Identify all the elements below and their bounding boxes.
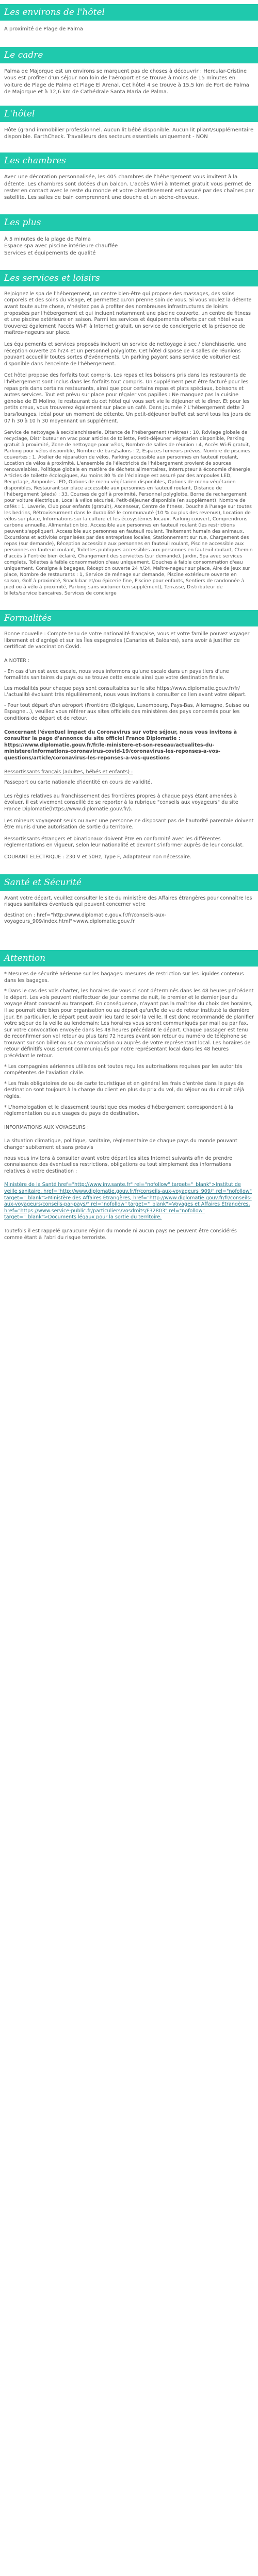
paragraph: Cet hôtel propose des forfaits tout compris. Les repas et les boissons pris dans les restaurants de l'hébergement sont inclus dans les forfaits tout compris. Un supplément peut être facturé pour les repas pris dans certains restaurants, ainsi que pour certains repas et plats spéciaux, boissons et autres services. Tout est prévu sur place pour régaler vos papilles : Ne manquez pas la cuisine génoise de El Molino, le restaurant du cet hôtel qui vous sert vie le déjeuner et le dîner. Et pour les petits creux, vous trouverez également sur place un café. Dans journée ? L'hébergement dette 2 bars/lounges, idéal pour un moment de détente. Un petit-déjeuner buffet est servi tous les jours de 07 h 30 à 10 h 30 moyennant un supplément. bbox=[4, 372, 251, 424]
paragraph: * Dans le cas des vols charter, les horaires de vous ci sont déterminés dans les 48 heures précédent le départ. Les vols peuvent réeffectuer de jour comme de nuit, le premier et le dernier jour du voyage étant consacré au transport. En conséquence, n'ayant pas la maîtrise du choix des horaires, il se pourrait être bien pour organisation ou au départ qu'un/le de vu de retour instituté la dernière jour. En particulier, le départ peut avoir lieu tard le soir la veille. Il est donc recommandé de planifier votre séjour de la veille au lendemain; Les horaires vous seront communiqués par mail ou par fax, sur votre convocation envoyée dans les 48 heures précédant le départ. Chaque passager est tenu de reconfirmer son vol retour au plus tard 72 heures avant son retour ou numéro de téléphone se trouvant sur son billet ou sur sa convocation ou auprès de votre représentant local. Les horaires de retour définitifs vous seront communiqués par notre représentant local dans les 48 heures précédant le retour. bbox=[4, 988, 254, 1059]
section-title-cadre: Le cadre bbox=[0, 47, 258, 63]
section-title-services: Les services et loisirs bbox=[0, 270, 258, 286]
paragraph: Concernant l'éventuel impact du Coronavirus sur votre séjour, nous vous invitons à consulter la page d'annonce du site officiel France Diplomatie : https://www.diplomatie.gouv.fr/fr/le-ministere-et-son-reseau/actualites-du-ministere/informations-coronavirus-covid-19/coronavirus-les-reponses-a-vos-questions/article/coronavirus-les-reponses-a-vos-questions bbox=[4, 729, 237, 761]
paragraph: Bonne nouvelle : Compte tenu de votre nationalité française, vous et votre famille pouvez voyager librement et d'agrégé et sur les Îles espagnoles (Canaries et Baléares), sans avoir à justifier de certificat de vaccination Covid. bbox=[4, 631, 250, 650]
paragraph: À proximité de Plage de Palma bbox=[4, 26, 83, 32]
section-body-cadre bbox=[0, 63, 258, 103]
section-body-sante bbox=[0, 891, 258, 946]
section-body-formalites bbox=[0, 626, 258, 871]
paragraph: Hôte (grand immobilier professionnel. Aucun lit bébé disponible. Aucun lit pliant/supplémentaire disponible. EarthCheck. Travailleurs des secteurs essentiels uniquement - NON bbox=[4, 127, 254, 140]
paragraph: Ressortissants français (adultes, bébés et enfants) : bbox=[4, 769, 133, 775]
paragraph: Les mineurs voyageant seuls ou avec une personne ne disposant pas de l'autorité parentale doivent être munis d'une autorisation de sortie du territoire. bbox=[4, 818, 254, 831]
paragraph: * Les frais obligatoires de ou de carte touristique et en général les frais d'entrée dans le pays de destination sont toujours à la charge du client en plus du prix du vol, du séjour ou du circuit déjà réglés. bbox=[4, 1080, 245, 1100]
paragraph: Passeport ou carte nationale d'identité en cours de validité. bbox=[4, 779, 152, 786]
section-body-attention bbox=[0, 967, 258, 1246]
paragraph: * L'homologation et le classement touristique des modes d'hébergement correspondent à la réglementation ou aux usages du pays de destination. bbox=[4, 1104, 233, 1117]
paragraph: Palma de Majorque est un environs se marquent pas de choses à découvrir : Hercular-Cristine vous est profiter d'un séjour non loin de l'aéroport et se trouve à moins de 15 minutes en voiture de Plage de Palma et Plage El Arenal. Cet hôtel 4 se trouve à 15,5 km de Port de Palma de Majorque et à 12,6 km de Cathédrale Santa María de Palma. bbox=[4, 69, 249, 95]
paragraph: Rejoignez le spa de l'hébergement, un centre bien-être qui propose des massages, des soins corporels et des soins du visage, et permettez qu'on prenne soin de vous. Si vous voulez la détente avant toute autre chose, n'hésitez pas à profiter des nombreuses infrastructures de loisirs proposées par l'hébergement et qui incluent notamment une piscine couverte, un centre de fitness et une piscine extérieure en saison. Parmi les services et équipements offerts par cet hôtel vous trouverez également l'accès Wi-Fi à Internet gratuit, un service de conciergerie et la présence de maîtres-nageurs sur place. bbox=[4, 291, 252, 336]
section-body-hotel bbox=[0, 122, 258, 149]
section-title-attention: Attention bbox=[0, 950, 258, 967]
section-title-sante: Santé et Sécurité bbox=[0, 874, 258, 891]
paragraph: * Les compagnies aériennes utilisées ont toutes reçu les autorisations requises par les autorités compétentes de l'aviation civile. bbox=[4, 1063, 243, 1076]
links-paragraph[interactable]: Ministère de la Santé href="http://www.inv.sante.fr" rel="nofollow" target="_blank">Institut de veille sanitaire, href="http://www.diplomatie.gouv.fr/fr/conseils-aux-voyageurs_909/" rel="nofollow" target="_blank">Ministère des Affaires Étrangères, href="http://www.diplomatie.gouv.fr/fr/conseils-aux-voyageurs/conseils-par-pays/" rel="nofollow" target="_blank">Voyages et Affaires Étrangères, href="https://www.service-public.fr/particuliers/vosdroits/F32803" rel="nofollow" target="_blank">Documents légaux pour la sortie du territoire. bbox=[4, 1182, 252, 1221]
section-body-services bbox=[0, 286, 258, 605]
list-item: Services et équipements de qualité bbox=[4, 250, 96, 256]
section-title-hotel: L'hôtel bbox=[0, 106, 258, 122]
paragraph: Service de nettoyage à sec/blanchisserie, Ditance de l'hébergement (mètres) : 10, Rdvlage globale de recyclage, Distributeur en vrac pour articles de toilette, Petit-déjeuner végétarien disponible, Parking gratuit à proximité, Zone de nettoyage pour vélos, Nombre de salles de réunion : 4, Accès Wi-Fi gratuit, Parking pour vélos disponible, Nombre de bars/salons : 2, Espaces fumeurs prévus, Nombre de piscines couvertes : 1, Atelier de réparation de vélos, Parking accessible aux personnes en fauteuil roulant, Location de vélos à proximité, L'ensemble de l'électricité de l'hébergement provient de sources renouvelables, Politique globale en matière de déchets alimentaires, Interrupteur à économie d'énergie, Articles de toilette écologiques, Au moins 80 % de l'éclairage est assuré par des ampoules LED, Recyclage, Ampoules LED, Options de menu végétarien disponibles, Options de menu végétarien disponibles, Restaurant sur place accessible aux personnes en fauteuil roulant, Distance de l'hébergement (pieds) : 33, Courses de golf à proximité, Personnel polyglotte, Borne de rechargement pour voiture électrique, Local à vélos sécurisé, Petit-déjeuner disponible (en supplément), Nombre de cafés : 1, Laverie, Club pour enfants (gratuit), Ascenseur, Centre de fitness, Douche à l'usage sur toutes les bedrins, Rétroviseurment dans le durabilité le communauté (10 % ou plus des revenus), Location de vélos sur place, Informations sur la culture et les écosystèmes locaux, Parking couvert, Comprendrons carbone annuelle, Alimentation bio, Accessible aux personnes en fauteuil roulant (les restrictions peuvent s'appliquer), Accessible aux personnes en fauteuil roulant, Traitement humain des animaux, Excursions et activités organisées par des entreprises locales, Stationnement sur rue, Chargement des repas (sur demande), Réception accessible aux personnes en fauteuil roulant, Piscine accessible aux personnes en fauteuil roulant, Toilettes publiques accessibles aux personnes en fauteuil roulant, Chemin d'accès à l'entrée bien éclairé, Changement des serviettes (sur demande), Jardin, Spa avec services complets, Toilettes à faible consommation d'eau uniquement, Douches à faible consommation d'eau uniquement, Consigne à bagages, Réception ouverte 24 h/24, Maître-nageur sur place, Aire de jeux sur place, Nombre de restaurants : 1, Service de ménage sur demande, Piscine extérieure ouverte en saison, Golf à proximité, Snack-bar et/ou épicerie fine, Piscine pour enfants, Sentiers de randonnée à pied ou à vélo à proximité, Parking sans voiturier (en supplément), Terrasse, Distributeur de billets/service bancaires, Services de concierge bbox=[4, 430, 253, 597]
paragraph: Avec une décoration personnalisée, les 405 chambres de l'hébergement vous invitent à la détente. Les chambres sont dotées d'un balcon. L'accès Wi-Fi à Internet gratuit vous permet de rester en contact avec le reste du monde et votre divertissement est assuré par des chaînes par satellite. Les salles de bain comprennent une douche et un sèche-cheveux. bbox=[4, 174, 254, 201]
paragraph: * Mesures de sécurité aérienne sur les bagages: mesures de restriction sur les liquides contenus dans les bagages. bbox=[4, 971, 244, 984]
paragraph: - En cas d'un est avec escale, nous vous informons qu'une escale dans un pays tiers d'une formalités sanitaires du pays ou se trouve cette escale ainsi que votre destination finale. bbox=[4, 668, 229, 681]
section-title-formalites: Formalités bbox=[0, 610, 258, 626]
page bbox=[0, 4, 258, 1246]
section-title-environs: Les environs de l'hôtel bbox=[0, 4, 258, 21]
paragraph: Ressortissants étrangers et binationaux doivent être en conformité avec les différentes réglementations en vigueur, selon leur nationalité et devront s'informer auprès de leur consulat. bbox=[4, 836, 244, 849]
paragraph: INFORMATIONS AUX VOYAGEURS : bbox=[4, 1124, 89, 1130]
paragraph: Les règles relatives au franchissement des frontières propres à chaque pays étant amenées à évoluer, il est vivement conseillé de se reporter à la rubrique "conseils aux voyageurs" du site France Diplomatie(https://www.diplomatie.gouv.fr/). bbox=[4, 793, 238, 812]
paragraph: nous vous invitons à consulter avant votre départ les sites Internet suivants afin de prendre connaissance des éventuelles restrictions, obligations ou tout simplement des informations relatives à votre destination : bbox=[4, 1155, 233, 1174]
paragraph: destination : href="http://www.diplomatie.gouv.fr/fr/conseils-aux-voyageurs_909/index.html">www.diplomatie.gouv.fr bbox=[4, 912, 166, 925]
paragraph: La situation climatique, politique, sanitaire, réglementaire de chaque pays du monde pouvant changer subitement et sans préavis bbox=[4, 1138, 237, 1150]
paragraph: Les modalités pour chaque pays sont consultables sur le site https://www.diplomatie.gouv.fr/fr/ L'actualité évoluant très régulièrement, nous vous invitons à consulter ce lien avant votre départ. bbox=[4, 685, 247, 698]
section-body-environs bbox=[0, 21, 258, 39]
paragraph: Avant votre départ, veuillez consulter le site du ministère des Affaires étrangères pour connaître les risques sanitaires éventuels qui peuvent concerner votre bbox=[4, 895, 252, 908]
list-item: À 5 minutes de la plage de Palma bbox=[4, 236, 91, 243]
paragraph: Toutefois il est rappelé qu'aucune région du monde ni aucun pays ne peuvent être considérés comme étant à l'abri du risque terroriste. bbox=[4, 1228, 237, 1241]
section-body-plus bbox=[0, 231, 258, 268]
paragraph: COURANT ELECTRIQUE : 230 V et 50Hz, Type F, Adaptateur non nécessaire. bbox=[4, 854, 191, 860]
section-title-chambres: Les chambres bbox=[0, 152, 258, 169]
list-item: Espace spa avec piscine intérieure chauffée bbox=[4, 243, 118, 249]
paragraph: - Pour tout départ d'un aéroport (Frontière (Belgique, Luxembourg, Pays-Bas, Allemagne, Suisse ou Espagne...), veuillez vous référer aux sites officiels des ministères des pays concernés pour les conditions de départ et de retour. bbox=[4, 702, 249, 722]
paragraph: A NOTER : bbox=[4, 657, 30, 664]
section-title-plus: Les plus bbox=[0, 214, 258, 231]
paragraph: Les équipements et services proposés incluent un service de nettoyage à sec / blanchisserie, une réception ouverte 24 h/24 et un personnel polyglotte. Cet hôtel dispose de 4 salles de réunions pouvant accueillir toutes sortes d'événements. Un parking payant sans service de voiturier est disponible dans l'enceinte de l'hébergement. bbox=[4, 342, 247, 367]
section-body-chambres bbox=[0, 169, 258, 209]
